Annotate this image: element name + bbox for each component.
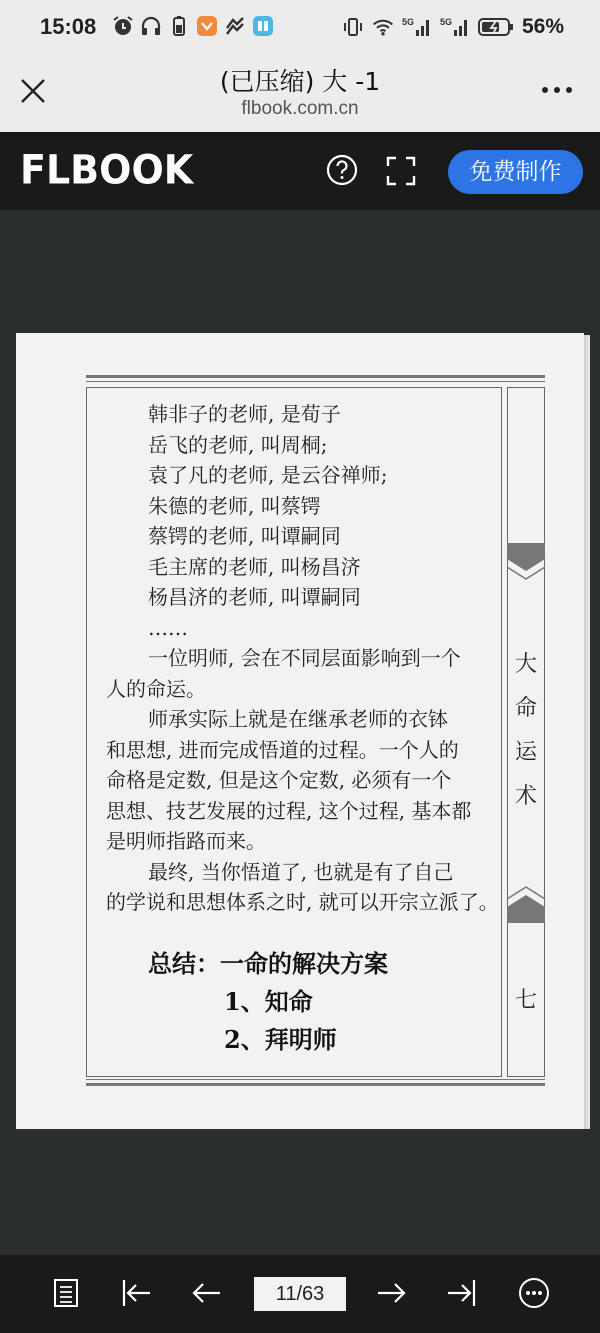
wifi-icon: [372, 16, 394, 38]
text-line: 和思想, 进而完成悟道的过程。一个人的: [106, 737, 459, 762]
flipbook-reader[interactable]: [0, 210, 600, 1255]
status-system-icons: [342, 15, 564, 39]
text-line: 最终, 当你悟道了, 也就是有了自己: [148, 859, 454, 884]
battery-charging-icon: [478, 16, 514, 38]
table-of-contents-icon[interactable]: [50, 1277, 82, 1309]
text-line: 岳飞的老师, 叫周桐;: [148, 432, 328, 457]
first-page-icon[interactable]: [120, 1277, 152, 1309]
text-line: 是明师指路而来。: [106, 829, 266, 853]
more-options-icon[interactable]: [540, 80, 574, 100]
text-line: 的学说和思想体系之时, 就可以开宗立派了。: [106, 890, 499, 914]
link-app-icon: [224, 15, 246, 37]
text-line: 朱德的老师, 叫蔡锷: [148, 493, 321, 518]
summary-title: 总结：一命的解决方案: [148, 949, 388, 978]
text-line: 师承实际上就是在继承老师的衣钵: [148, 707, 448, 731]
page-body-text: [106, 399, 506, 918]
help-icon[interactable]: [326, 154, 358, 186]
headphones-icon: [140, 15, 162, 37]
side-book-title: [509, 643, 543, 819]
text-line: 毛主席的老师, 叫杨昌济: [148, 554, 361, 579]
book-page[interactable]: [16, 333, 584, 1129]
summary-item: 2、拜明师: [224, 1025, 337, 1054]
page-url: flbook.com.cn: [241, 98, 359, 119]
signal-5g-icon-2: [440, 16, 470, 38]
fullscreen-icon[interactable]: [386, 156, 416, 186]
book-app-icon: [252, 15, 274, 37]
shield-app-icon: [196, 15, 218, 37]
browser-title-bar: [0, 56, 600, 132]
side-page-number: 七: [514, 988, 537, 1013]
page-title: (已压缩) 大 -1: [219, 67, 381, 96]
alarm-icon: [112, 15, 134, 37]
status-bar: [0, 0, 600, 56]
side-title-char: 命: [514, 696, 537, 721]
next-page-icon[interactable]: [376, 1277, 408, 1309]
text-line: 人的命运。: [106, 676, 206, 701]
page-bottom-rule: [86, 1079, 545, 1086]
svg-text:5G: 5G: [439, 17, 452, 27]
text-line: 蔡锷的老师, 叫谭嗣同: [148, 524, 341, 548]
text-line: 韩非子的老师, 是荀子: [148, 402, 341, 426]
side-title-char: 运: [514, 740, 537, 765]
svg-text:5G: 5G: [401, 17, 414, 27]
page-indicator[interactable]: 11/63: [254, 1277, 346, 1311]
previous-page-icon[interactable]: [190, 1277, 222, 1309]
summary-item: 1、知命: [224, 987, 313, 1016]
flbook-logo[interactable]: FLBOOK: [20, 146, 194, 194]
text-line: 杨昌济的老师, 叫谭嗣同: [148, 585, 361, 609]
text-line: 思想、技艺发展的过程, 这个过程, 基本都: [106, 798, 472, 823]
text-line: 命格是定数, 但是这个定数, 必须有一个: [106, 768, 452, 792]
text-line: 一位明师, 会在不同层面影响到一个: [148, 646, 461, 670]
vibrate-icon: [342, 16, 364, 38]
status-notification-icons: [112, 15, 274, 37]
bottom-toolbar: [0, 1255, 600, 1333]
status-time: 15:08: [40, 14, 97, 39]
summary-block: [148, 945, 388, 1059]
page-top-rule: [86, 375, 545, 382]
battery-percentage: 56%: [521, 15, 564, 38]
last-page-icon[interactable]: [446, 1277, 478, 1309]
signal-5g-icon-1: [402, 16, 432, 38]
app-header: [0, 132, 600, 210]
text-line: 袁了凡的老师, 是云谷禅师;: [148, 463, 388, 487]
text-line: ……: [148, 615, 188, 640]
side-title-char: 大: [514, 652, 537, 677]
battery-saver-icon: [168, 15, 190, 37]
more-menu-icon[interactable]: [518, 1277, 550, 1309]
side-title-char: 术: [514, 784, 537, 809]
create-free-button[interactable]: 免费制作: [448, 150, 583, 194]
